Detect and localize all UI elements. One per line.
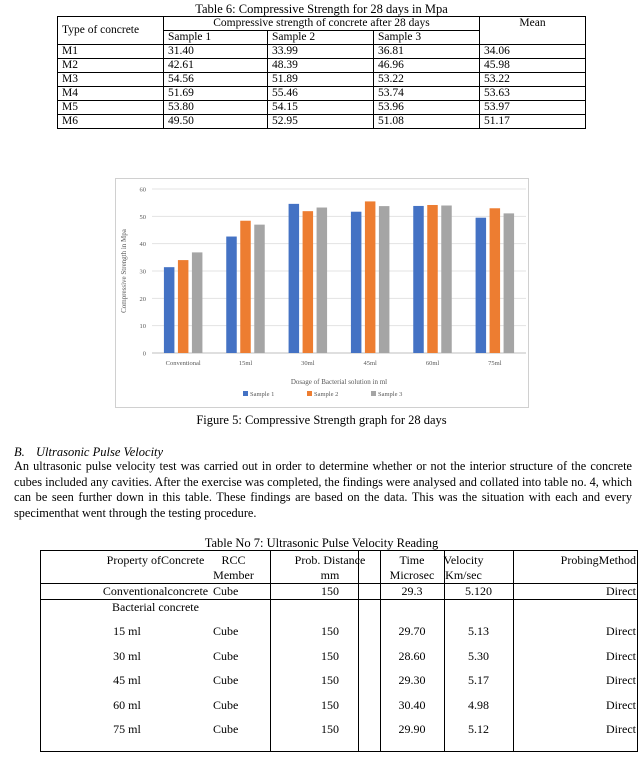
dosage-cell: 45 ml xyxy=(113,673,141,687)
member-cell: Cube xyxy=(213,624,239,638)
sample3-cell: 36.81 xyxy=(374,45,480,59)
table-row xyxy=(58,73,586,87)
method-header: ProbingMethod xyxy=(560,553,636,567)
x-tick-label: 30ml xyxy=(301,360,315,367)
dosage-cell: 60 ml xyxy=(113,698,141,712)
velocity-cell: 5.30 xyxy=(468,649,489,663)
y-tick-label: 0 xyxy=(142,350,146,358)
y-tick-label: 30 xyxy=(139,268,146,276)
dosage-cell: 15 ml xyxy=(113,624,141,638)
time-cell: 28.60 xyxy=(398,649,426,663)
pulse-velocity-table xyxy=(40,550,638,752)
figure5-caption: Figure 5: Compressive Strength graph for 28 days xyxy=(196,413,447,427)
velocity-unit-header: Km/sec xyxy=(445,568,482,582)
mean-cell: 53.63 xyxy=(480,87,586,101)
bar xyxy=(351,212,362,353)
sample2-cell: 48.39 xyxy=(268,59,374,73)
type-cell: M5 xyxy=(58,101,164,115)
sample1-cell: 31.40 xyxy=(164,45,268,59)
sample2-cell: 33.99 xyxy=(268,45,374,59)
legend-label: Sample 3 xyxy=(378,391,403,398)
velocity-header: Velocity xyxy=(443,553,484,567)
mean-cell: 45.98 xyxy=(480,59,586,73)
sample-header: Sample 2 xyxy=(268,31,374,45)
member-cell: Cube xyxy=(213,673,239,687)
sample2-cell: 52.95 xyxy=(268,115,374,129)
property-cell: Conventionalconcrete xyxy=(102,584,209,598)
compressive-strength-table xyxy=(57,16,586,129)
section-number: B. xyxy=(14,445,25,459)
x-tick-label: 60ml xyxy=(425,360,440,367)
member-cell: Cube xyxy=(213,722,239,736)
velocity-cell: 5.13 xyxy=(468,624,489,638)
x-tick-label: Conventional xyxy=(165,360,201,367)
section-heading xyxy=(14,445,163,460)
bar xyxy=(365,201,376,353)
bar xyxy=(490,208,501,353)
x-tick-label: 15ml xyxy=(238,360,253,367)
member-header: Member xyxy=(213,568,254,582)
velocity-cell: 5.17 xyxy=(468,673,489,687)
distance-cell: 150 xyxy=(321,722,339,736)
time-cell: 30.40 xyxy=(398,698,426,712)
chart-canvas xyxy=(116,179,528,407)
type-cell: M3 xyxy=(58,73,164,87)
mean-cell: 51.17 xyxy=(480,115,586,129)
y-tick-label: 40 xyxy=(139,241,146,249)
y-tick-label: 20 xyxy=(139,295,146,303)
sample3-cell: 53.74 xyxy=(374,87,480,101)
time-cell: 29.3 xyxy=(401,584,423,598)
sample2-cell: 54.15 xyxy=(268,101,374,115)
distance-cell: 150 xyxy=(321,649,339,663)
sample-header: Sample 3 xyxy=(374,31,480,45)
sample1-cell: 49.50 xyxy=(164,115,268,129)
compressive-strength-chart xyxy=(115,178,529,408)
bacterial-label: Bacterial concrete xyxy=(112,600,199,614)
table6-caption: Table 6: Compressive Strength for 28 days in Mpa xyxy=(195,2,448,16)
sample2-cell: 51.89 xyxy=(268,73,374,87)
mean-cell: 53.22 xyxy=(480,73,586,87)
type-cell: M6 xyxy=(58,115,164,129)
method-cell: Direct xyxy=(606,673,636,687)
dosage-cell: 30 ml xyxy=(113,649,141,663)
distance-unit-header: mm xyxy=(320,568,340,582)
table7-caption: Table No 7: Ultrasonic Pulse Velocity Reading xyxy=(204,536,439,550)
legend-swatch xyxy=(307,391,312,396)
legend-swatch xyxy=(243,391,248,396)
time-cell: 29.70 xyxy=(398,624,426,638)
legend-swatch xyxy=(371,391,376,396)
method-cell: Direct xyxy=(606,649,636,663)
sample3-cell: 53.96 xyxy=(374,101,480,115)
sample3-cell: 46.96 xyxy=(374,59,480,73)
sample1-cell: 51.69 xyxy=(164,87,268,101)
velocity-cell: 5.12 xyxy=(468,722,489,736)
member-cell: Cube xyxy=(213,584,239,598)
dosage-cell: 75 ml xyxy=(113,722,141,736)
sample1-cell: 54.56 xyxy=(164,73,268,87)
legend-label: Sample 1 xyxy=(250,391,275,398)
table-row xyxy=(58,59,586,73)
section-paragraph: An ultrasonic pulse velocity test was carried out in order to determine whether or not the interior structure of the concrete cubes included any cavities. After the exercise was completed, the findings were analysed and collated into table no. 4, which can be seen further down in this table. These findings are based on the data. This was the situation with each and every specimenthat went through the testing procedure. xyxy=(14,459,632,520)
y-tick-label: 60 xyxy=(139,186,146,194)
table-row xyxy=(58,45,586,59)
bar xyxy=(226,237,237,353)
bar xyxy=(289,204,300,353)
sample1-cell: 53.80 xyxy=(164,101,268,115)
bar xyxy=(441,206,452,353)
bar xyxy=(178,260,189,353)
table-row xyxy=(58,115,586,129)
distance-cell: 150 xyxy=(321,698,339,712)
property-header: Property ofConcrete xyxy=(106,553,205,567)
distance-cell: 150 xyxy=(321,624,339,638)
member-cell: Cube xyxy=(213,698,239,712)
bar xyxy=(317,208,328,353)
section-title: Ultrasonic Pulse Velocity xyxy=(36,445,164,459)
velocity-cell: 4.98 xyxy=(468,698,489,712)
bar xyxy=(413,206,424,353)
bar xyxy=(240,221,251,353)
member-cell: Cube xyxy=(213,649,239,663)
type-header: Type of concrete xyxy=(58,17,164,45)
rcc-header: RCC xyxy=(221,553,246,567)
method-cell: Direct xyxy=(606,698,636,712)
table-row xyxy=(58,87,586,101)
bar xyxy=(476,218,487,353)
time-header: Time xyxy=(399,553,425,567)
bar xyxy=(164,267,175,353)
bar xyxy=(379,206,390,353)
x-tick-label: 45ml xyxy=(363,360,377,367)
y-tick-label: 50 xyxy=(139,213,146,221)
time-cell: 29.30 xyxy=(398,673,426,687)
sample2-cell: 55.46 xyxy=(268,87,374,101)
mean-cell: 34.06 xyxy=(480,45,586,59)
distance-cell: 150 xyxy=(321,673,339,687)
bar xyxy=(504,213,515,353)
bar xyxy=(254,225,265,353)
time-cell: 29.90 xyxy=(398,722,426,736)
mean-cell: 53.97 xyxy=(480,101,586,115)
distance-cell: 150 xyxy=(321,584,339,598)
sample3-cell: 51.08 xyxy=(374,115,480,129)
velocity-cell: 5.120 xyxy=(465,584,492,598)
type-cell: M4 xyxy=(58,87,164,101)
sample-header: Sample 1 xyxy=(164,31,268,45)
method-cell: Direct xyxy=(606,584,636,598)
bar xyxy=(192,252,203,353)
method-cell: Direct xyxy=(606,722,636,736)
sample3-cell: 53.22 xyxy=(374,73,480,87)
x-axis-label: Dosage of Bacterial solution in ml xyxy=(290,378,388,386)
method-cell: Direct xyxy=(606,624,636,638)
legend-label: Sample 2 xyxy=(314,391,339,398)
y-axis-label: Compressive Strength in Mpa xyxy=(120,229,128,313)
distance-header: Prob. Distance xyxy=(294,553,366,567)
group-header: Compressive strength of concrete after 28 days xyxy=(164,17,480,31)
time-unit-header: Microsec xyxy=(389,568,435,582)
y-tick-label: 10 xyxy=(139,323,146,331)
sample1-cell: 42.61 xyxy=(164,59,268,73)
mean-header: Mean xyxy=(480,17,586,45)
bar xyxy=(303,211,314,353)
x-tick-label: 75ml xyxy=(488,360,502,367)
table-header-row xyxy=(58,17,586,31)
table-row xyxy=(58,101,586,115)
bar xyxy=(427,205,438,353)
type-cell: M2 xyxy=(58,59,164,73)
type-cell: M1 xyxy=(58,45,164,59)
